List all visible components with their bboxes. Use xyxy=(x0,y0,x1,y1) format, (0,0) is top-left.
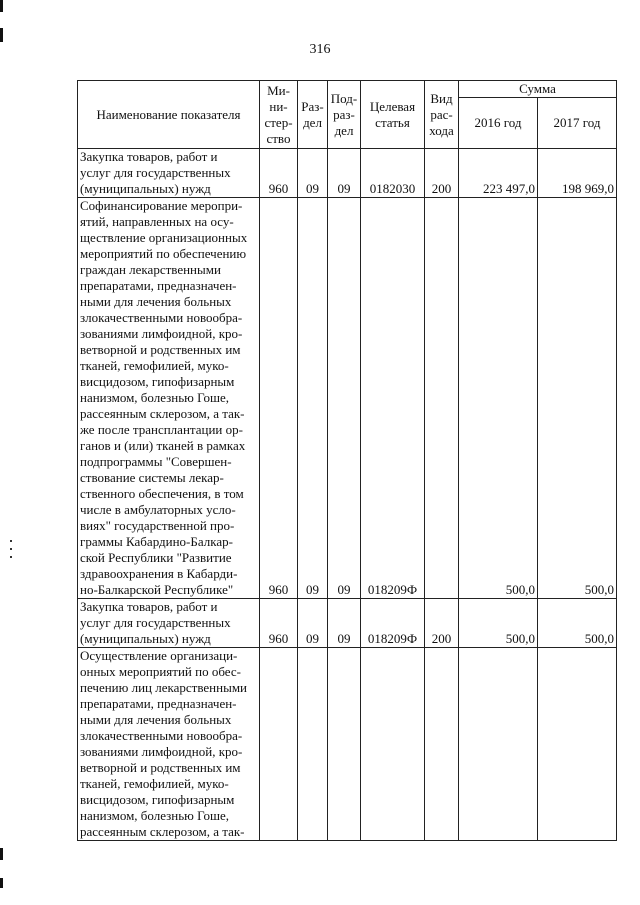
row-name-line: печению лиц лекарственными xyxy=(80,680,248,695)
row-name-line: мероприятий по обеспечению xyxy=(80,246,247,261)
row-name-cell xyxy=(78,149,260,198)
subsection-cell: 09 xyxy=(328,149,361,198)
row-name-line: граммы Кабардино-Балкар- xyxy=(80,534,233,549)
subsection-cell: 09 xyxy=(328,599,361,648)
row-name-line: Закупка товаров, работ и xyxy=(80,149,218,164)
row-name-line: тканей, гемофилией, муко- xyxy=(80,776,229,791)
header-ministry xyxy=(260,81,298,149)
header-line: дел xyxy=(303,114,322,130)
row-name-line: рассеянным склерозом, а так- xyxy=(80,824,245,839)
row-name-line: онных мероприятий по обес- xyxy=(80,664,241,679)
amount-2017-cell: 500,0 xyxy=(538,599,617,648)
amount-2016-cell: 500,0 xyxy=(459,599,538,648)
amount-2016-cell: 500,0 xyxy=(459,198,538,599)
row-name-line: числе в амбулаторных усло- xyxy=(80,502,236,517)
row-name-line: висцидозом, гипофизарным xyxy=(80,374,235,389)
target-cell xyxy=(361,648,425,841)
row-name-line: ществление организационных xyxy=(80,230,248,245)
amount-2017-cell: 198 969,0 xyxy=(538,149,617,198)
row-name-line: виях" государственной про- xyxy=(80,518,235,533)
header-line: хода xyxy=(429,122,454,138)
header-expense-type xyxy=(425,81,459,149)
section-cell: 09 xyxy=(298,149,328,198)
row-name-line: ными для лечения больных xyxy=(80,712,232,727)
header-line: Под- xyxy=(330,90,358,106)
target-cell: 0182030 xyxy=(361,149,425,198)
header-line: рас- xyxy=(430,106,453,122)
ministry-cell xyxy=(260,648,298,841)
row-name-line: ственного обеспечения, в том xyxy=(80,486,244,501)
margin-dot xyxy=(10,548,12,550)
margin-mark xyxy=(0,28,3,42)
header-line: ство xyxy=(266,130,291,146)
header-line: Вид xyxy=(430,90,453,106)
target-cell: 018209Ф xyxy=(361,198,425,599)
amount-2016-cell xyxy=(459,648,538,841)
row-name-line: ятий, направленных на осу- xyxy=(80,214,234,229)
row-name-line: услуг для государственных xyxy=(80,615,231,630)
budget-table xyxy=(77,80,617,841)
header-year-2016: 2016 год xyxy=(459,98,538,149)
header-line: Целевая xyxy=(369,98,416,114)
row-name-line: граждан лекарственными xyxy=(80,262,221,277)
row-name-line: но-Балкарской Республике" xyxy=(80,582,234,597)
row-name-line: ветворной и родственных им xyxy=(80,760,241,775)
table-row xyxy=(78,149,617,198)
header-line: статья xyxy=(375,114,410,130)
row-name-line: зованиями лимфоидной, кро- xyxy=(80,326,243,341)
row-name-line: Осуществление организаци- xyxy=(80,648,238,663)
row-name-line: нанизмом, болезнью Гоше, xyxy=(80,390,230,405)
row-name-line: нанизмом, болезнью Гоше, xyxy=(80,808,230,823)
expense-type-cell xyxy=(425,198,459,599)
page-number: 316 xyxy=(309,42,331,57)
row-name-line: подпрограммы "Совершен- xyxy=(80,454,232,469)
subsection-cell xyxy=(328,648,361,841)
margin-dot xyxy=(10,540,12,542)
row-name-line: же после трансплантации ор- xyxy=(80,422,243,437)
row-name-line: ными для лечения больных xyxy=(80,294,232,309)
section-cell: 09 xyxy=(298,599,328,648)
header-section xyxy=(298,81,328,149)
margin-mark xyxy=(0,848,3,860)
section-cell: 09 xyxy=(298,198,328,599)
row-name-line: (муниципальных) нужд xyxy=(80,181,211,196)
expense-type-cell xyxy=(425,648,459,841)
margin-mark xyxy=(0,878,3,888)
header-target xyxy=(361,81,425,149)
row-name-line: услуг для государственных xyxy=(80,165,231,180)
ministry-cell: 960 xyxy=(260,599,298,648)
header-line: ни- xyxy=(269,98,288,114)
header-name: Наименование показателя xyxy=(78,81,260,149)
row-name-line: рассеянным склерозом, а так- xyxy=(80,406,245,421)
table-row xyxy=(78,599,617,648)
amount-2016-cell: 223 497,0 xyxy=(459,149,538,198)
header-line: Ми- xyxy=(267,82,290,98)
row-name-line: висцидозом, гипофизарным xyxy=(80,792,235,807)
margin-mark xyxy=(0,0,3,12)
margin-dot xyxy=(10,556,12,558)
header-sum: Сумма xyxy=(459,81,617,98)
row-name-line: препаратами, предназначен- xyxy=(80,696,237,711)
section-cell xyxy=(298,648,328,841)
ministry-cell: 960 xyxy=(260,198,298,599)
header-line: стер- xyxy=(264,114,293,130)
row-name-line: (муниципальных) нужд xyxy=(80,631,211,646)
row-name-line: зованиями лимфоидной, кро- xyxy=(80,744,243,759)
row-name-line: Софинансирование меропри- xyxy=(80,198,243,213)
header-line: раз- xyxy=(333,106,355,122)
row-name-line: ствование системы лекар- xyxy=(80,470,224,485)
header-line: дел xyxy=(334,122,354,138)
header-subsection xyxy=(328,81,361,149)
row-name-cell xyxy=(78,648,260,841)
target-cell: 018209Ф xyxy=(361,599,425,648)
subsection-cell: 09 xyxy=(328,198,361,599)
row-name-line: ветворной и родственных им xyxy=(80,342,241,357)
row-name-line: ганов и (или) тканей в рамках xyxy=(80,438,246,453)
row-name-line: злокачественными новообра- xyxy=(80,728,243,743)
table-row xyxy=(78,648,617,841)
amount-2017-cell: 500,0 xyxy=(538,198,617,599)
ministry-cell: 960 xyxy=(260,149,298,198)
row-name-line: здравоохранения в Кабарди- xyxy=(80,566,238,581)
row-name-cell xyxy=(78,198,260,599)
amount-2017-cell xyxy=(538,648,617,841)
row-name-line: тканей, гемофилией, муко- xyxy=(80,358,229,373)
expense-type-cell: 200 xyxy=(425,149,459,198)
expense-type-cell: 200 xyxy=(425,599,459,648)
table-body xyxy=(78,149,617,841)
row-name-line: препаратами, предназначен- xyxy=(80,278,237,293)
header-year-2017: 2017 год xyxy=(538,98,617,149)
row-name-cell xyxy=(78,599,260,648)
table-row xyxy=(78,198,617,599)
header-line: Раз- xyxy=(301,98,324,114)
row-name-line: Закупка товаров, работ и xyxy=(80,599,218,614)
row-name-line: ской Республики "Развитие xyxy=(80,550,232,565)
row-name-line: злокачественными новообра- xyxy=(80,310,243,325)
